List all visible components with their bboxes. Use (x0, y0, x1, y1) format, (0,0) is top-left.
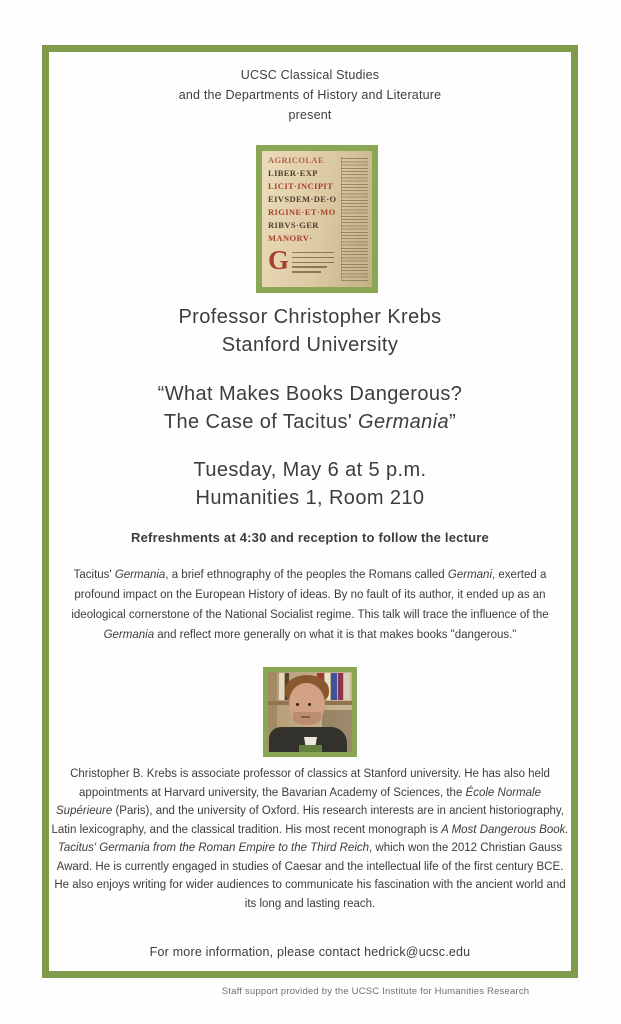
talk-title-line2: The Case of Tacitus' Germania” (163, 411, 457, 433)
manuscript-text-column (262, 151, 339, 287)
speaker-face (289, 683, 325, 726)
refreshments-note: Refreshments at 4:30 and reception to follow the lecture (131, 530, 489, 545)
presenter-line: UCSC Classical Studies (240, 68, 380, 82)
book-spine (279, 673, 284, 700)
presenter-line: present (288, 108, 332, 122)
manuscript-initial-row (268, 246, 337, 276)
manuscript-text-line: EIVSDEM·DE·O (268, 194, 337, 204)
manuscript-text-line: LICIT·INCIPIT (268, 181, 334, 191)
talk-title (49, 380, 571, 436)
talk-title-line1: “What Makes Books Dangerous? (157, 383, 463, 405)
presenter-header (49, 65, 571, 125)
speaker-heading (49, 303, 571, 359)
book-spine (331, 673, 337, 700)
speaker-name: Professor Christopher Krebs (178, 306, 442, 328)
germania-manuscript-image (256, 145, 378, 293)
event-details (49, 456, 571, 512)
contact-info: For more information, please contact hedrick@ucsc.edu (149, 945, 471, 959)
manuscript-text-line: RIBVS·GER (268, 220, 319, 230)
speaker-bio: Christopher B. Krebs is associate professor of classics at Stanford university. He has also held appointments at Harvard university, the Bavarian Academy of Sciences, the École Normale Supérieure (Paris), and the university of Oxford. His research interests are in ancient historiography, Latin lexicography, and the classical tradition. His most recent monograph is A Most Dangerous Book. Tacitus' Germania from the Roman Empire to the Third Reich, which won the 2012 Christian Gauss Award. He is currently engaged in studies of Caesar and the intellectual life of the first century BCE. He also enjoys writing for wider audiences to communicate his fascination with the ancient world and its long and lasting reach. (51, 768, 569, 910)
talk-abstract: Tacitus' Germania, a brief ethnography of the peoples the Romans called Germani, exerted a profound impact on the European History of ideas. By no fault of its author, it ended up as an ideological cornerstone of the National Socialist regime. This talk will trace the influence of the Germania and reflect more generally on what it is that makes books "dangerous." (71, 569, 549, 641)
staff-support-note: Staff support provided by the UCSC Institute for Humanities Research (221, 986, 530, 997)
manuscript-text-line: AGRICOLAE (268, 155, 325, 165)
speaker-mouth (301, 716, 310, 718)
speaker-eye (308, 703, 311, 706)
manuscript-text-line: MANORV· (268, 233, 313, 243)
book-spine (338, 673, 343, 700)
presenter-line: and the Departments of History and Literature (178, 88, 442, 102)
manuscript-text-line: RIGINE·ET·MO (268, 207, 336, 217)
manuscript-initial-G: G (268, 245, 290, 275)
book-spine (344, 673, 350, 700)
manuscript-page-column (341, 156, 368, 281)
speaker-sweater (299, 745, 322, 752)
event-location: Humanities 1, Room 210 (195, 487, 425, 509)
speaker-eye (296, 703, 299, 706)
poster-border-frame (42, 45, 578, 978)
event-datetime: Tuesday, May 6 at 5 p.m. (193, 459, 427, 481)
manuscript-small-script (289, 246, 336, 276)
manuscript-capitals (268, 154, 337, 245)
speaker-photo (263, 667, 357, 757)
manuscript-text-line: LIBER·EXP (268, 168, 318, 178)
speaker-affiliation: Stanford University (221, 334, 399, 356)
